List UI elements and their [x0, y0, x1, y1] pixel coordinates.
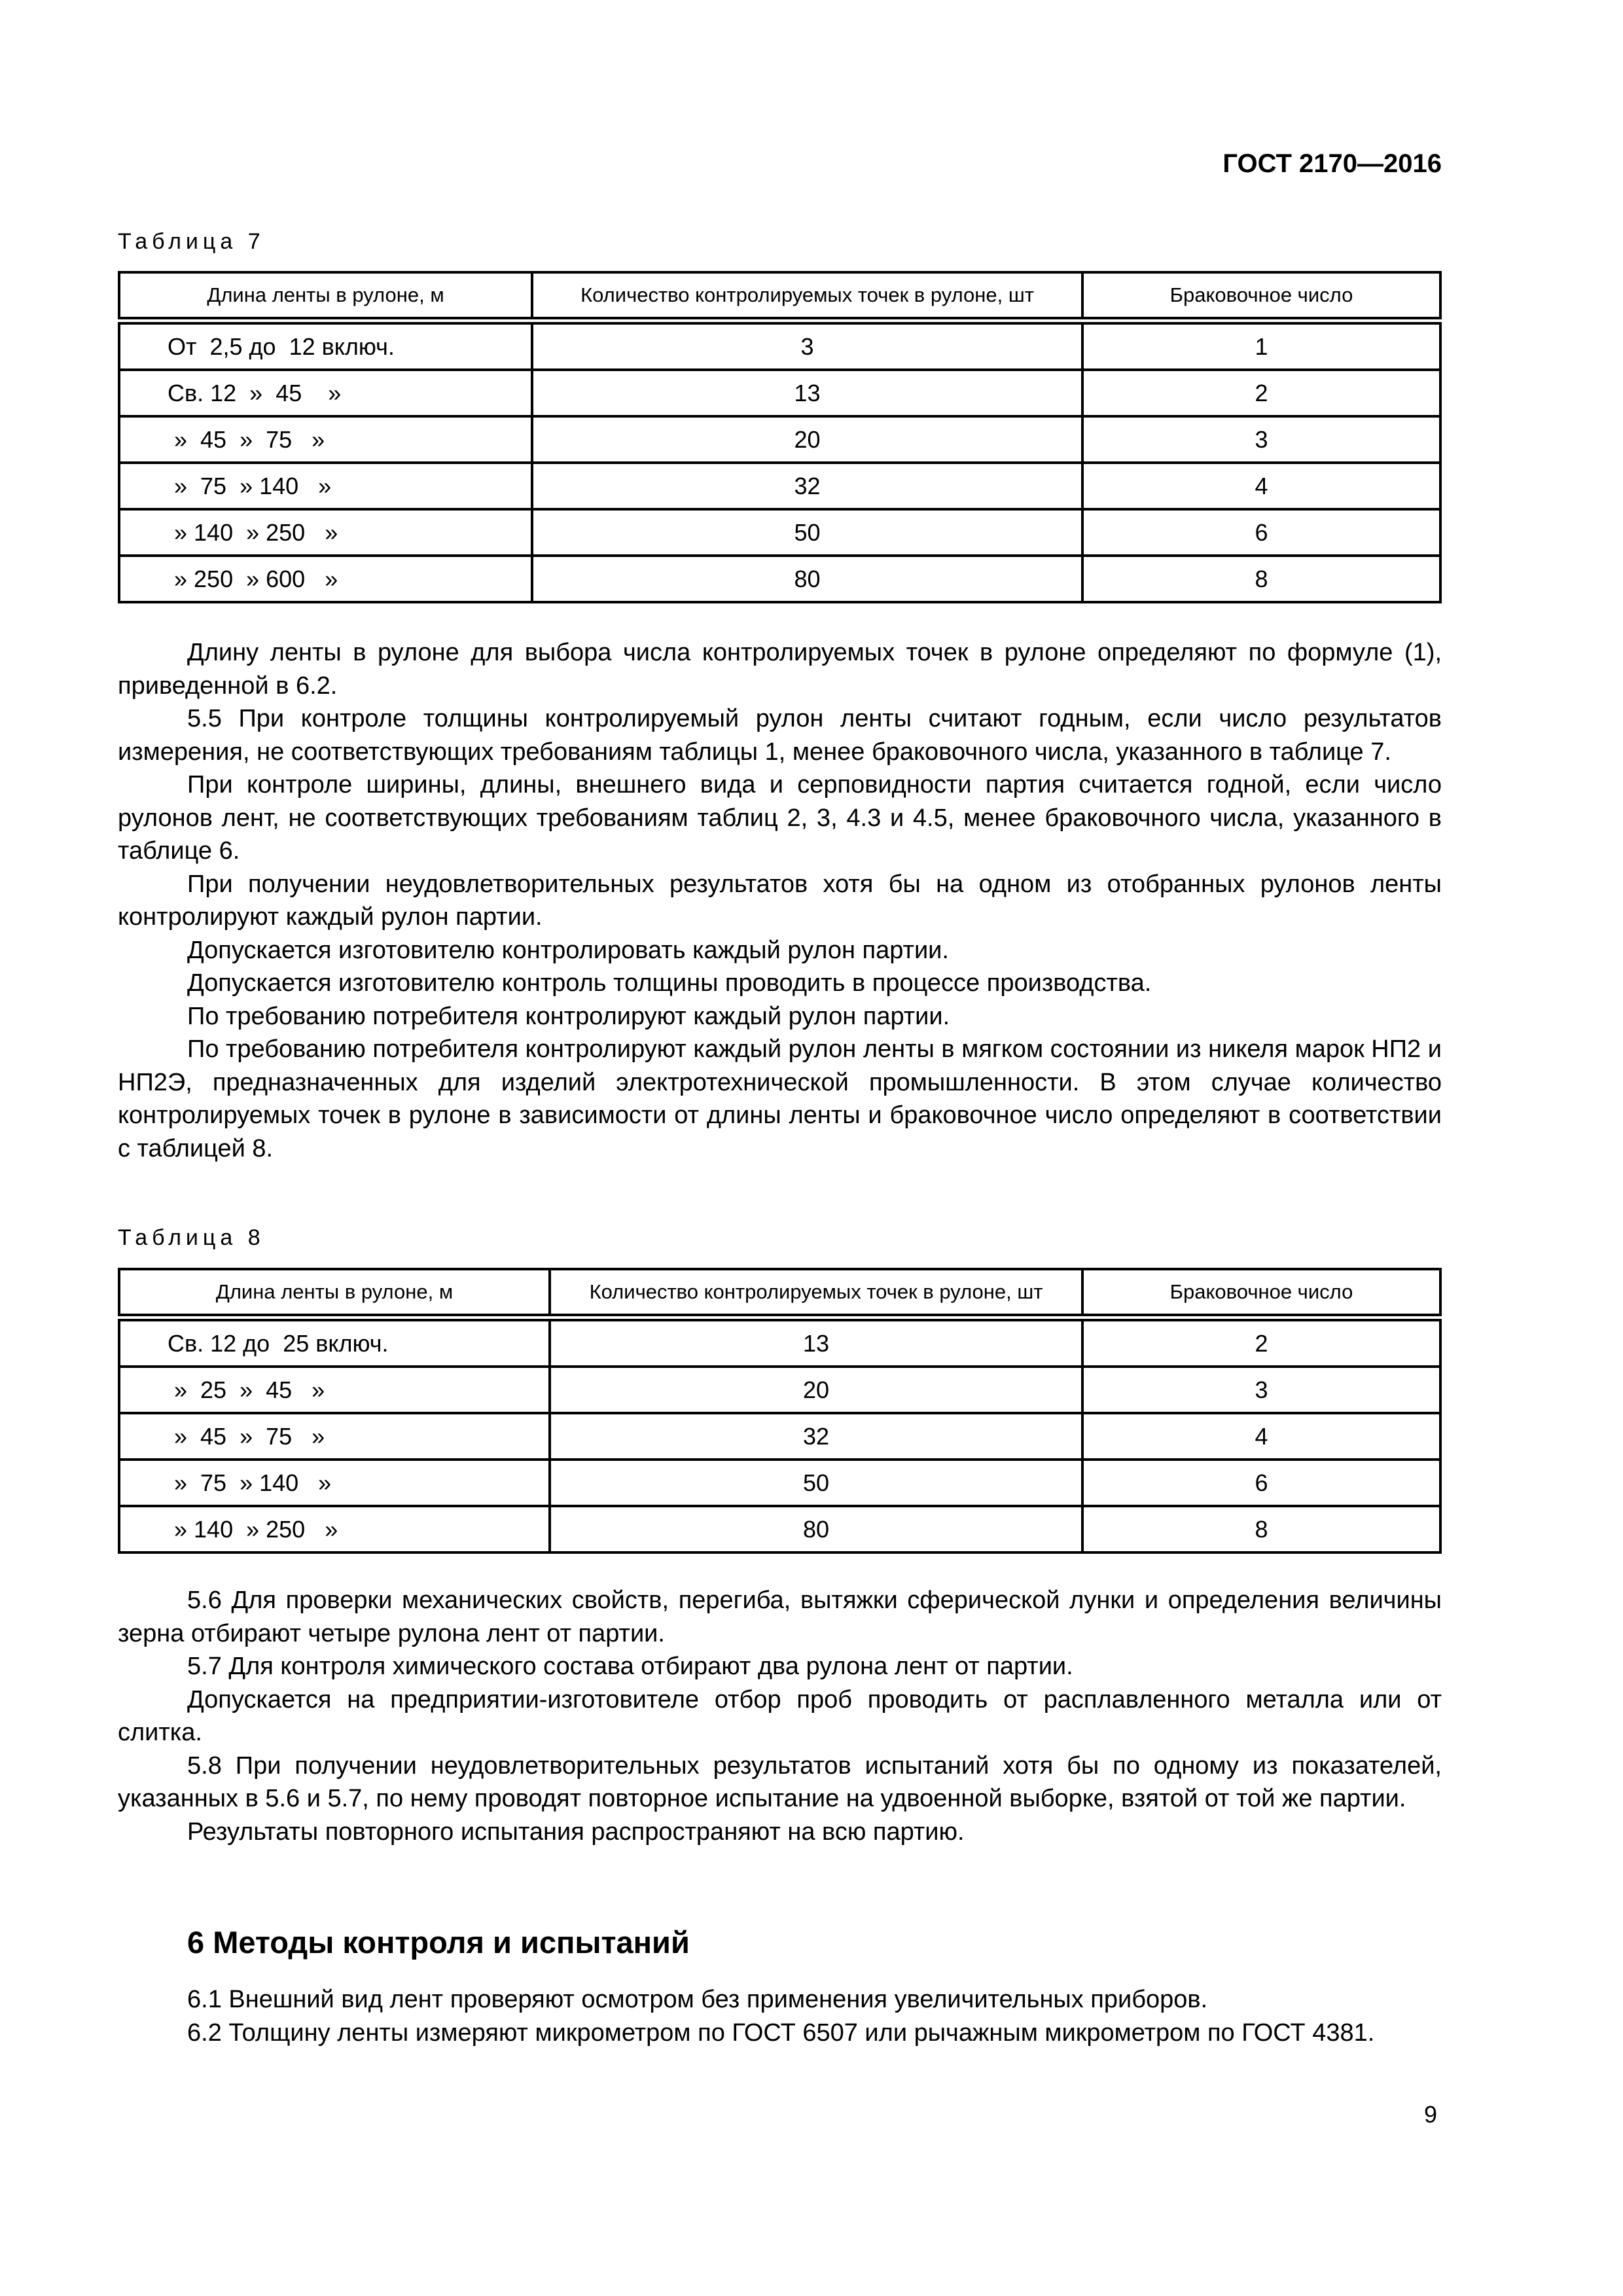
rejection-number-cell: 6	[1082, 509, 1440, 556]
column-header: Длина ленты в рулоне, м	[119, 272, 532, 321]
length-range-cell: Св. 12 до 25 включ.	[119, 1318, 550, 1367]
table-row	[119, 1460, 1440, 1506]
body-text-2	[118, 1584, 1442, 1848]
control-points-cell: 3	[532, 321, 1082, 370]
paragraph: Допускается изготовителю контроль толщины проводить в процессе производства.	[187, 969, 1152, 997]
table7	[118, 271, 1442, 603]
length-range-cell: » 140 » 250 »	[119, 1506, 550, 1552]
column-header: Количество контролируемых точек в рулоне, шт	[550, 1269, 1082, 1318]
table-header-row	[119, 1269, 1440, 1318]
paragraph: 6.1 Внешний вид лент проверяют осмотром без применения увеличительных приборов.	[187, 1986, 1208, 2013]
rejection-number-cell: 4	[1082, 1413, 1440, 1460]
paragraph: 5.5 При контроле толщины контролируемый рулон ленты считают годным, если число результатов измерения, не соответствующих требованиям таблицы 1, менее браковочного числа, указанного в таблице 7.	[118, 705, 1442, 766]
control-points-cell: 50	[550, 1460, 1082, 1506]
paragraph: 5.7 Для контроля химического состава отбирают два рулона лент от партии.	[187, 1653, 1073, 1680]
table8	[118, 1268, 1442, 1554]
control-points-cell: 32	[550, 1413, 1082, 1460]
control-points-cell: 13	[550, 1318, 1082, 1367]
rejection-number-cell: 1	[1082, 321, 1440, 370]
length-range-cell: » 45 » 75 »	[119, 416, 532, 463]
control-points-cell: 20	[532, 416, 1082, 463]
table-header-row	[119, 272, 1440, 321]
rejection-number-cell: 4	[1082, 463, 1440, 509]
rejection-number-cell: 6	[1082, 1460, 1440, 1506]
rejection-number-cell: 8	[1082, 1506, 1440, 1552]
table-row	[119, 1413, 1440, 1460]
column-header: Браковочное число	[1082, 272, 1440, 321]
document-header: ГОСТ 2170—2016	[1222, 149, 1442, 178]
rejection-number-cell: 3	[1082, 1367, 1440, 1413]
paragraph: 6.2 Толщину ленты измеряют микрометром по ГОСТ 6507 или рычажным микрометром по ГОСТ 4381.	[187, 2018, 1375, 2047]
rejection-number-cell: 3	[1082, 416, 1440, 463]
table-row	[119, 416, 1440, 463]
control-points-cell: 32	[532, 463, 1082, 509]
control-points-cell: 80	[532, 556, 1082, 602]
length-range-cell: » 45 » 75 »	[119, 1413, 550, 1460]
rejection-number-cell: 2	[1082, 370, 1440, 416]
section-heading: 6 Методы контроля и испытаний	[187, 1925, 690, 1960]
table-row	[119, 370, 1440, 416]
table-row	[119, 1318, 1440, 1367]
rejection-number-cell: 2	[1082, 1318, 1440, 1367]
paragraph: Результаты повторного испытания распространяют на всю партию.	[187, 1818, 965, 1846]
length-range-cell: » 140 » 250 »	[119, 509, 532, 556]
paragraph: 5.8 При получении неудовлетворительных результатов испытаний хотя бы по одному из показателей, указанных в 5.6 и 5.7, по нему проводят повторное испытание на удвоенной выборке, взятой от той же партии.	[118, 1751, 1442, 1812]
control-points-cell: 13	[532, 370, 1082, 416]
paragraph: При контроле ширины, длины, внешнего вида и серповидности партия считается годной, если число рулонов лент, не соответствующих требованиям таблиц 2, 3, 4.3 и 4.5, менее браковочного числа, указанного в таблице 6.	[118, 771, 1442, 865]
table-row	[119, 1367, 1440, 1413]
paragraph: Допускается на предприятии-изготовителе отбор проб проводить от расплавленного металла или от слитка.	[118, 1685, 1442, 1746]
length-range-cell: » 75 » 140 »	[119, 1460, 550, 1506]
column-header: Браковочное число	[1082, 1269, 1440, 1318]
rejection-number-cell: 8	[1082, 556, 1440, 602]
table8-caption: Таблица 8	[118, 1225, 265, 1250]
length-range-cell: Св. 12 » 45 »	[119, 370, 532, 416]
control-points-cell: 20	[550, 1367, 1082, 1413]
paragraph: По требованию потребителя контролируют каждый рулон ленты в мягком состоянии из никеля марок НП2 и НП2Э, предназначенных для изделий электротехнической промышленности. В этом случае количество контролируемых точек в рулоне в зависимости от длины ленты и браковочное число определяют в соответствии с таблицей 8.	[118, 1035, 1442, 1162]
paragraph: 5.6 Для проверки механических свойств, перегиба, вытяжки сферической лунки и определения величины зерна отбирают четыре рулона лент от партии.	[118, 1587, 1442, 1647]
table-row	[119, 509, 1440, 556]
page-number: 9	[1424, 2101, 1438, 2128]
length-range-cell: От 2,5 до 12 включ.	[119, 321, 532, 370]
length-range-cell: » 250 » 600 »	[119, 556, 532, 602]
table-row	[119, 1506, 1440, 1552]
paragraph: Допускается изготовителю контролировать каждый рулон партии.	[187, 936, 949, 964]
control-points-cell: 80	[550, 1506, 1082, 1552]
paragraph: Длину ленты в рулоне для выбора числа контролируемых точек в рулоне определяют по формуле (1), приведенной в 6.2.	[118, 639, 1442, 700]
paragraph: По требованию потребителя контролируют каждый рулон партии.	[187, 1002, 950, 1030]
table-row	[119, 556, 1440, 602]
table-row	[119, 321, 1440, 370]
table-row	[119, 463, 1440, 509]
column-header: Длина ленты в рулоне, м	[119, 1269, 550, 1318]
length-range-cell: » 75 » 140 »	[119, 463, 532, 509]
paragraph: При получении неудовлетворительных результатов хотя бы на одном из отобранных рулонов ленты контролируют каждый рулон партии.	[118, 870, 1442, 931]
section6-text	[118, 1983, 1442, 2049]
column-header: Количество контролируемых точек в рулоне, шт	[532, 272, 1082, 321]
length-range-cell: » 25 » 45 »	[119, 1367, 550, 1413]
table7-caption: Таблица 7	[118, 229, 265, 254]
control-points-cell: 50	[532, 509, 1082, 556]
body-text-1	[118, 636, 1442, 1165]
